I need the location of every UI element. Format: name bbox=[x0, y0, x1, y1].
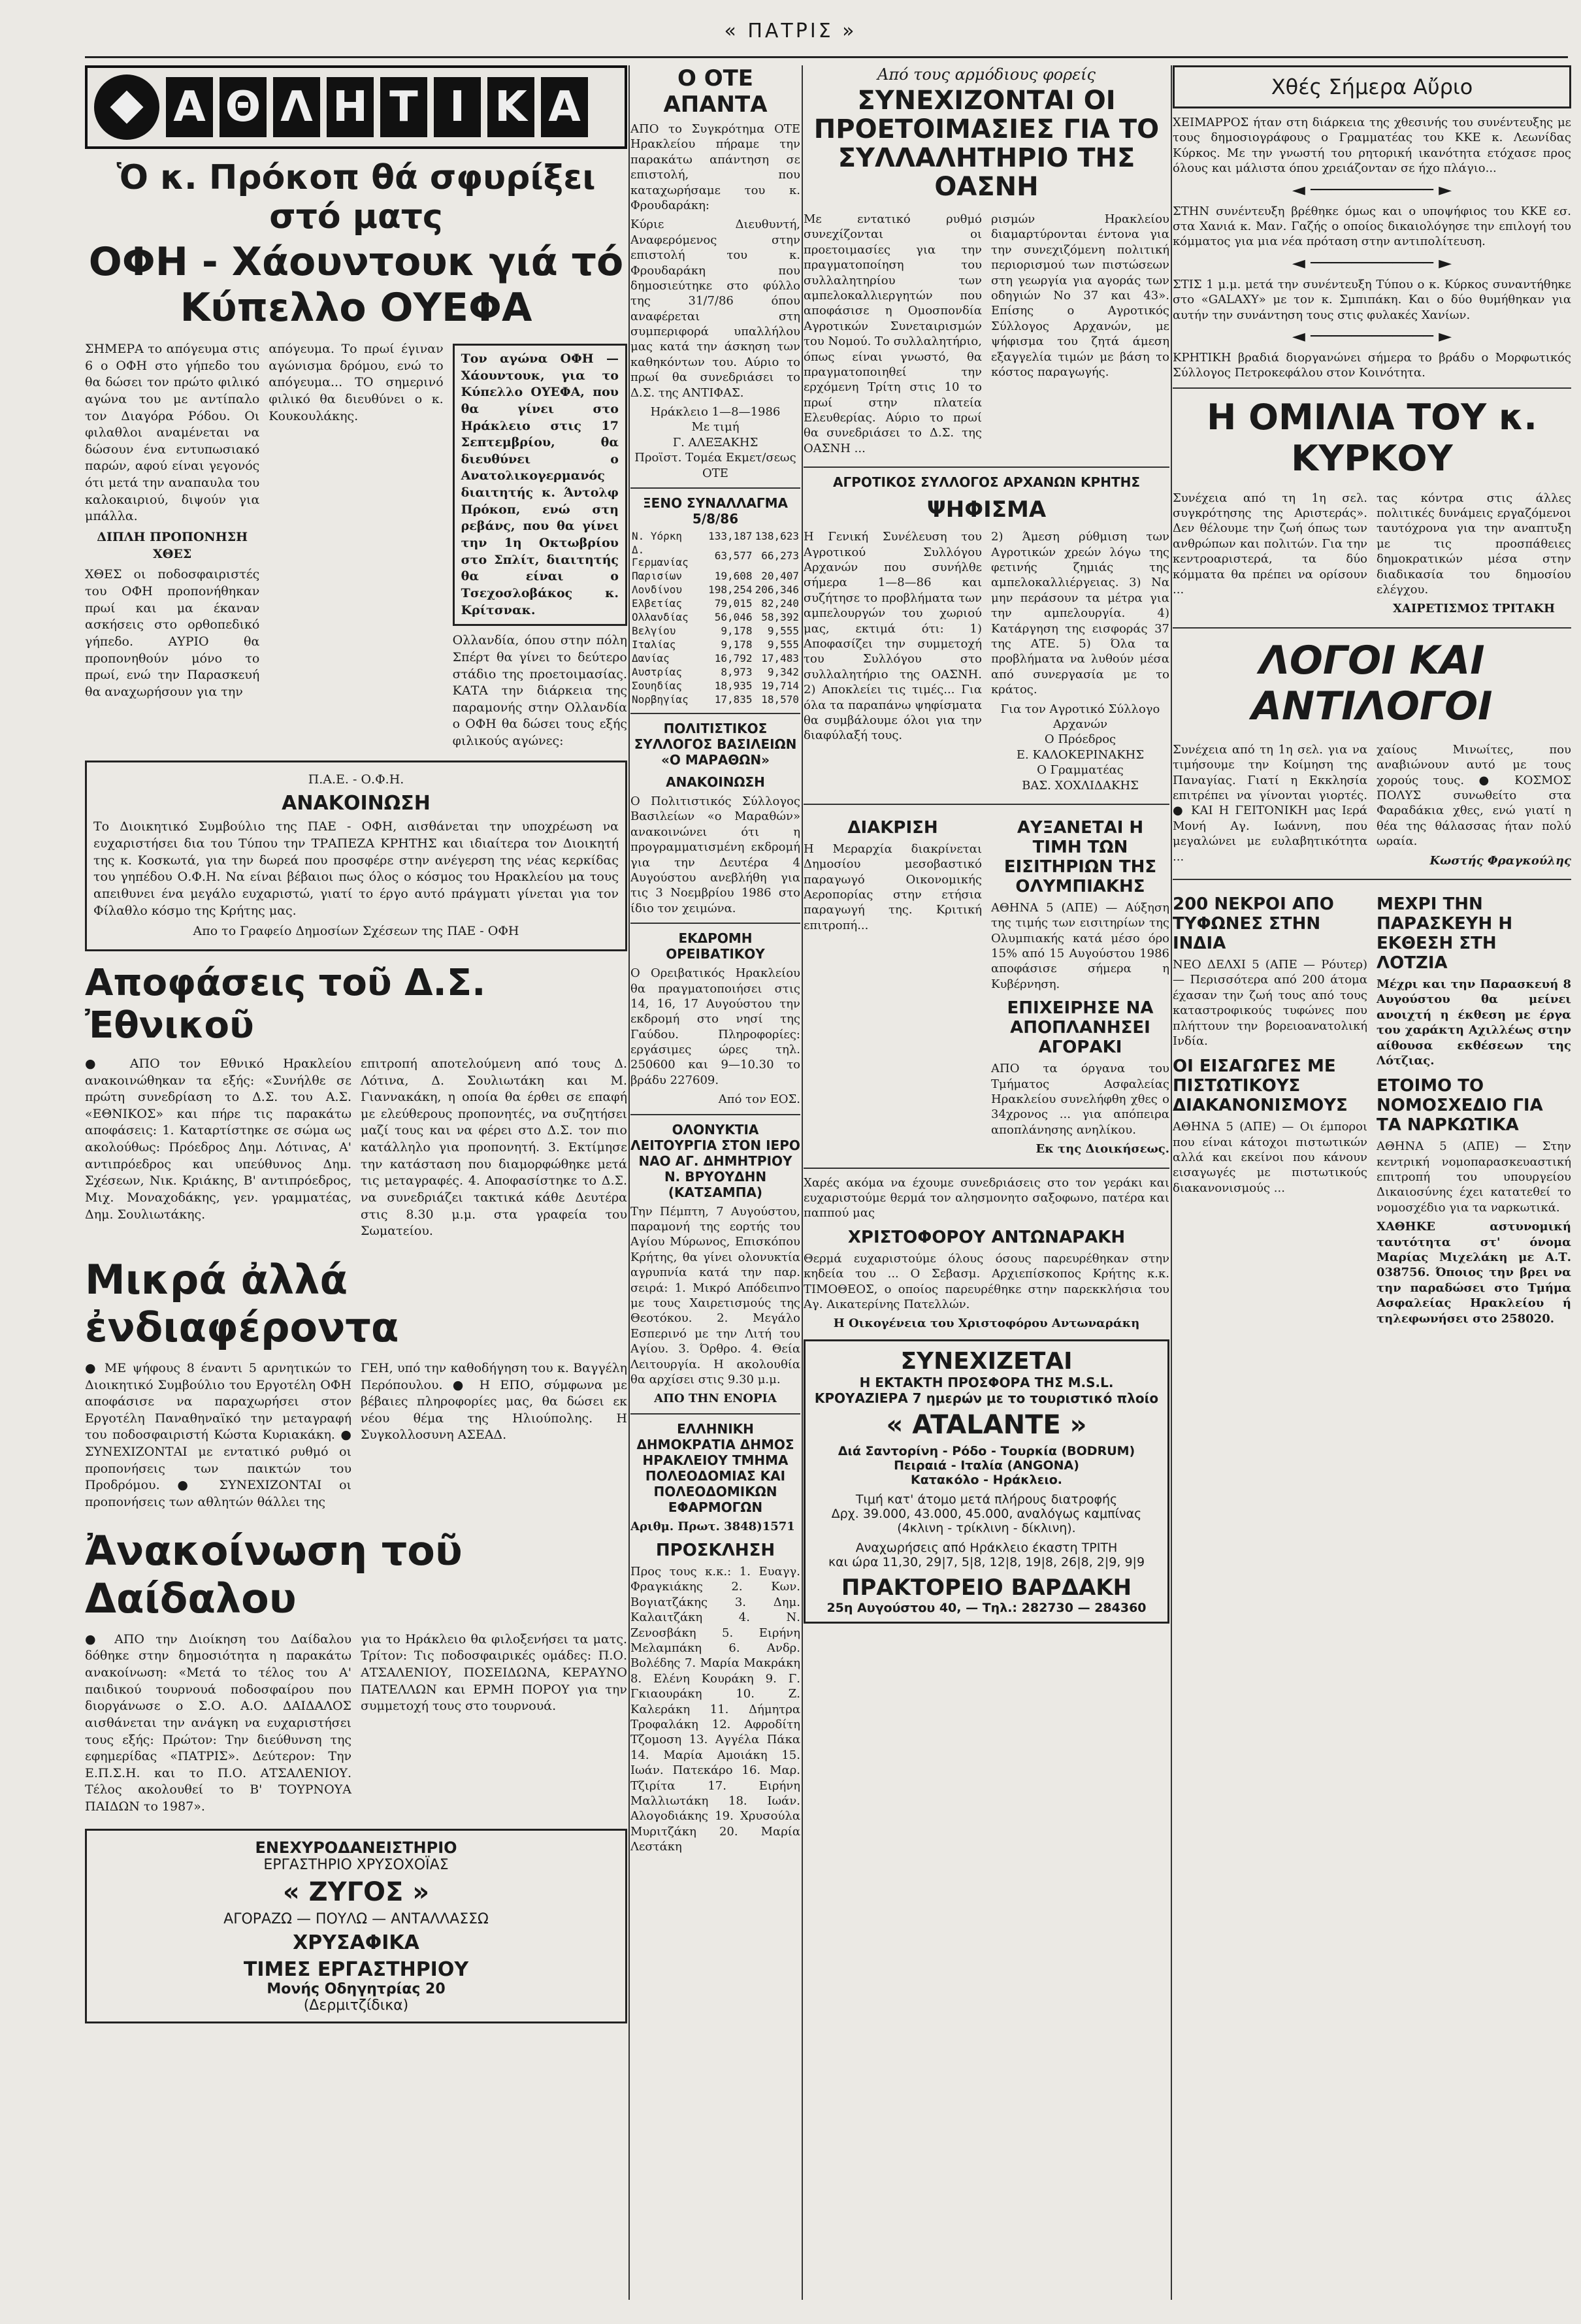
fx-rate: 8,973 bbox=[721, 665, 753, 678]
cruise-heading: ΣΥΝΕΧΙΖΕΤΑΙ bbox=[900, 1347, 1073, 1375]
fx-row bbox=[630, 665, 800, 679]
article-text: Μέχρι και την Παρασκευή 8 Αυγούστου θα μείνει ανοιχτή η έκθεση με έργα του χαράκτη Αχιλλέως στην αίθουσα εκθέσεων της Λότζιας. bbox=[1377, 977, 1571, 1068]
divider bbox=[630, 1114, 800, 1115]
divider bbox=[630, 1413, 800, 1415]
divider bbox=[804, 1168, 1169, 1169]
article-text: Συνέχεια από τη 1η σελ. συγκρότησης της Αριστεράς». Δεν θέλουμε την ζωή όπως των ανθρώπων και πολιτών. Για την κεντροαριστερά, τα δύο κόμματα θα πρέπει να ορίσουν ... bbox=[1173, 491, 1367, 597]
fx-currency: Δανίας bbox=[632, 651, 670, 664]
fx-rate: 9,555 bbox=[767, 638, 799, 651]
omilia-headline: Η ΟΜΙΛΙΑ ΤΟΥ κ. ΚΥΡΚΟΥ bbox=[1207, 396, 1537, 479]
sports-lead-columns bbox=[85, 337, 627, 754]
fx-rate: 19,608 bbox=[714, 569, 753, 582]
banner-letter: Η bbox=[327, 77, 374, 137]
fx-rate: 9,555 bbox=[767, 624, 799, 637]
ad-line: ΧΡΥΣΑΦΙΚΑ bbox=[293, 1931, 419, 1954]
notice-tag: Π.Α.Ε. - Ο.Φ.Η. bbox=[308, 772, 404, 787]
fx-currency: Σουηδίας bbox=[632, 679, 683, 692]
column-divider bbox=[628, 65, 630, 2300]
fx-currency: Παρισίων bbox=[632, 569, 683, 582]
cruise-agent: ΠΡΑΚΤΟΡΕΙΟ ΒΑΡΔΑΚΗ bbox=[841, 1574, 1132, 1601]
fx-rate: 133,187 bbox=[708, 529, 753, 542]
column-divider bbox=[802, 65, 803, 2300]
agores-heading: ΕΠΙΧΕΙΡΗΣΕ ΝΑ ΑΠΟΠΛΑΝΗΣΕΙ ΑΓΟΡΑΚΙ bbox=[1007, 998, 1154, 1058]
cruise-advert bbox=[804, 1339, 1169, 1624]
notice-text: Το Διοικητικό Συμβούλιο της ΠΑΕ - ΟΦΗ, αισθάνεται την υποχρέωση να ευχαριστήσει δια του Τύπου την ΤΡΑΠΕΖΑ ΚΡΗΤΗΣ και ιδιαίτερα τον Διοικητή της κ. Κοσκωτά, για την δωρεά που προσφέρε στην ανέγερση της νέας κερκίδας του γηπέδου Ο.Φ.Η. Να είναι βέβαιοι πως όλος ο κόσμος του Ηρακλείου μα τους απειθυνει ένα μεγάλο ευχαριστώ, γιατί το έργο αυτό πράγματι γίνεται για τον Φίλαθλο κόσμο της Κρήτης μας. bbox=[93, 819, 619, 918]
article-text: Συνέχεια από τη 1η σελ. για να τιμήσουμε την Κοίμηση της Παναγίας. Γιατί η Εκκλησία επιτρέπει να γίνονται γιορτές. ● ΚΑΙ Η ΓΕΙΤΟΝΙΚΗ μας Ιερά Μονή Αγ. Ιωάννη, που μεγαλώνει με ευλαβητικότητα ... bbox=[1173, 742, 1367, 864]
xthes-banner: Χθές Σήμερα Αὔριο bbox=[1173, 65, 1571, 108]
article-text: απόγευμα. Το πρωί έγιναν αγώνισμα δρόμου, ενώ το απόγευμα... ΤΟ σημερινό φιλικό θα διευθύνει ο κ. Κουκουλάκης. bbox=[269, 342, 444, 423]
article-text: Με εντατικό ρυθμό συνεχίζονται οι προετοιμασίες για την πραγματοποίηση του συλλαλητηρίου των αμπελοκαλλιεργητών που αποφάσισε η Ομοσπονδία Αγροτικών Συνεταιρισμών του Νομού. Το συλλαλητήριο, όπως είναι γνωστό, θα πραγματοποιηθεί την ερχόμενη Τρίτη στις 10 το πρωί στην πλατεία Ελευθερίας. Αύριο το πρωί θα συνεδριάσει το Δ.Σ. της ΟΑΣΝΗ ... bbox=[804, 212, 982, 455]
divider bbox=[1173, 387, 1571, 389]
ad-line: ΤΙΜΕΣ ΕΡΓΑΣΤΗΡΙΟΥ bbox=[243, 1957, 469, 1981]
ethnikos-headline: Αποφάσεις τοῦ Δ.Σ. Ἐθνικοῦ bbox=[85, 961, 486, 1047]
article-text: ΣΤΗΝ συνέντευξη βρέθηκε όμως και ο υποψήφιος του ΚΚΕ εσ. στα Χανιά κ. Μαν. Γαζής ο οποίος δικαιολόγησε την επιλογή του κόμματος για μια νέα πρόταση στην αντιπολίτευση. bbox=[1173, 204, 1571, 249]
fx-row bbox=[630, 583, 800, 597]
subheading: ΔΙΠΛΗ ΠΡΟΠΟΝΗΣΗ ΧΘΕΣ bbox=[97, 530, 248, 561]
ad-address: (Δερμιτζίδικα) bbox=[303, 1997, 409, 2014]
banner-letter: Θ bbox=[220, 77, 267, 137]
ad-address: Μονής Οδηγητρίας 20 bbox=[267, 1980, 446, 1997]
ad-line: ΕΡΓΑΣΤΗΡΙΟ ΧΡΥΣΟΧΟΪΑΣ bbox=[263, 1856, 449, 1873]
lead-line: Από τους αρμόδιους φορείς bbox=[877, 65, 1096, 84]
cruise-sub: ΚΡΟΥΑΖΙΕΡΑ 7 ημερών με το τουριστικό πλοίο bbox=[814, 1390, 1159, 1406]
article-text: ΧΕΙΜΑΡΡΟΣ ήταν στη διάρκεια της χθεσινής του συνέντευξης με τους δημοσιογράφους ο Γραμματέας του ΚΚΕ κ. Λεωνίδας Κύρκος. Με την γνωστή του ρητορική ικανότητα ετόχασε προς όλους και μάλιστα όπου χρειάζονταν σε ήχο πλάγιο... bbox=[1173, 116, 1571, 176]
article-text: ΑΠΟ τα όργανα του Τμήματος Ασφαλείας Ηρακλείου συνελήφθη χθες ο 34χρονος ... για απόπειρα αποπλάνησης ανηλίκου. bbox=[991, 1062, 1169, 1137]
cruise-price: Τιμή κατ' άτομο μετά πλήρους διατροφής Δρχ. 39.000, 43.000, 45.000, αναλόγως καμπίνας (4κλινη - τρίκλινη - δίκλινη). bbox=[831, 1492, 1142, 1535]
oasni-headline: ΣΥΝΕΧΙΖΟΝΤΑΙ ΟΙ ΠΡΟΕΤΟΙΜΑΣΙΕΣ ΓΙΑ ΤΟ ΣΥΛΛΑΛΗΤΗΡΙΟ ΤΗΣ ΟΑΣΝΗ bbox=[813, 86, 1160, 202]
invitation-heading: ΠΡΟΣΚΛΗΣΗ bbox=[655, 1541, 775, 1561]
top-rule bbox=[85, 56, 1568, 58]
divider bbox=[804, 804, 1169, 805]
sports-headline-1: Ὁ κ. Πρόκοπ θά σφυρίξει στό ματς bbox=[116, 158, 596, 237]
fx-row bbox=[630, 638, 800, 651]
divider bbox=[804, 466, 1169, 468]
liturgy-heading: ΟΛΟΝΥΚΤΙΑ ΛΕΙΤΟΥΡΓΙΑ ΣΤΟΝ ΙΕΡΟ ΝΑΟ ΑΓ. ΔΗΜΗΤΡΙΟΥ Ν. ΒΡΥΟΥΔΗΝ (ΚΑΤΣΑΜΠΑ) bbox=[630, 1121, 800, 1200]
banner-letter: Α bbox=[541, 77, 588, 137]
divider bbox=[630, 923, 800, 924]
marathon-sub: ΑΝΑΚΟΙΝΩΣΗ bbox=[666, 774, 765, 790]
fx-rate: 198,254 bbox=[708, 583, 753, 596]
fx-row bbox=[630, 543, 800, 569]
signature: Κωστής Φραγκούλης bbox=[1429, 853, 1571, 868]
article-text: ΓΕΗ, υπό την καθοδήγηση του κ. Βαγγέλη Περόπουλου. ● Η ΕΠΟ, σύμφωνα με βέβαιες πληροφορίες μας, θα δώσει εκ νέου θέμα της Ηλιούπολης. Η Συγκολλοσυνη ΑΣΕΑΔ. bbox=[361, 1360, 627, 1443]
ad-line: ΑΓΟΡΑΖΩ — ΠΟΥΛΩ — ΑΝΤΑΛΛΑΣΣΩ bbox=[223, 1910, 489, 1927]
column-4 bbox=[1173, 65, 1571, 1330]
article-text: 2) Άμεση ρύθμιση των Αγροτικών χρεών λόγω της φετινής ζημιάς της αμπελοκαλλιέργειας. 3) Να μην περάσουν τα μέτρα για την αμπελουργία. 4) Κατάργηση της εισφοράς 37 της ΑΤΕ. 5) Όλα τα προβλήματα να λυθούν μέσα από συνεργασία με το κράτος. bbox=[991, 530, 1169, 697]
article-text: Ο Πολιτιστικός Σύλλογος Βασιλείων «ο Μαραθών» ανακοινώνει ότι η προγραμματισμένη εκδρομή για την Δευτέρα 4 Αυγούστου ανεβλήθη για τις 3 Νοεμβρίου 1986 στο ίδιο τον χειμώνα. bbox=[630, 794, 800, 915]
ad-name: « ΖΥΓΟΣ » bbox=[282, 1876, 430, 1907]
article-text: ΣΗΜΕΡΑ το απόγευμα στις 6 ο ΟΦΗ στο γήπεδο του θα δώσει τον πρώτο φιλικό αγώνα του με αντίπαλο τον Διαγόρα Ρόδου. Οι φιλαθλοι αναμένεται να δώσουν ένα εντυπωσιακό παρών, αφού είναι γεγονός ότι μετά την αναπαυλα του καλοκαιριού, διψούν για μπάλλα. bbox=[85, 342, 260, 524]
narkotika-heading: ΕΤΟΙΜΟ ΤΟ ΝΟΜΟΣΧΕΔΙΟ ΓΙΑ ΤΑ ΝΑΡΚΩΤΙΚΑ bbox=[1377, 1076, 1543, 1136]
fx-rate: 9,178 bbox=[721, 638, 753, 651]
fx-row bbox=[630, 597, 800, 610]
signature: ΧΑΙΡΕΤΙΣΜΟΣ ΤΡΙΤΑΚΗ bbox=[1392, 602, 1556, 616]
marathon-heading: ΠΟΛΙΤΙΣΤΙΚΟΣ ΣΥΛΛΟΓΟΣ ΒΑΣΙΛΕΙΩΝ «Ο ΜΑΡΑΘΩΝ» bbox=[634, 720, 797, 768]
fx-currency: Βελγίου bbox=[632, 624, 676, 637]
banner-letter: Τ bbox=[380, 77, 427, 137]
fx-rate: 138,623 bbox=[755, 529, 799, 542]
cruise-departures: Αναχωρήσεις από Ηράκλειο έκαστη ΤΡΙΤΗ και ώρα 11,30, 29|7, 5|8, 12|8, 19|8, 26|8, 2|9, 9|9 bbox=[828, 1540, 1145, 1569]
fx-rate: 20,407 bbox=[761, 569, 799, 582]
ad-line: ΕΝΕΧΥΡΟΔΑΝΕΙΣΤΗΡΙΟ bbox=[255, 1838, 457, 1857]
daidalos-headline: Ἀνακοίνωση τοῦ Δαίδαλου bbox=[85, 1526, 463, 1622]
notice-heading: ΑΝΑΚΟΙΝΩΣΗ bbox=[282, 792, 431, 815]
municipality-heading: ΕΛΛΗΝΙΚΗ ΔΗΜΟΚΡΑΤΙΑ ΔΗΜΟΣ ΗΡΑΚΛΕΙΟΥ ΤΜΗΜΑ ΠΟΛΕΟΔΟΜΙΑΣ ΚΑΙ ΠΟΛΕΟΔΟΜΙΚΩΝ ΕΦΑΡΜΟΓΩΝ bbox=[636, 1420, 794, 1515]
divider bbox=[630, 713, 800, 714]
article-text: ΑΘΗΝΑ 5 (ΑΠΕ) — Αύξηση της τιμής των εισιτηρίων της Ολυμπιακής κατά μέσο όρο 15% από 15 Αυγούστου 1986 αποφάσισε σήμερα η Κυβέρνηση. bbox=[991, 900, 1169, 991]
lost-id-notice: ΧΑΘΗΚΕ αστυνομική ταυτότητα στ' όνομα Μαρίας Μιχελάκη με Α.Τ. 038756. Όποιος την βρει να την παραδώσει στο Τμήμα Ασφαλείας Ηρακλείου ή τηλεφωνήσει στο 258020. bbox=[1377, 1220, 1571, 1326]
fx-rate: 16,792 bbox=[714, 651, 753, 664]
fx-rate: 18,935 bbox=[714, 679, 753, 692]
cruise-route: Διά Σαντορίνη - Ρόδο - Τουρκία (BODRUM) Πειραιά - Ιταλία (ANGONA) Κατακόλο - Ηράκλειο. bbox=[838, 1443, 1135, 1487]
excursion-heading: ΕΚΔΡΟΜΗ ΟΡΕΙΒΑΤΙΚΟΥ bbox=[666, 930, 765, 962]
notice-signature: Απο το Γραφείο Δημοσίων Σχέσεων της ΠΑΕ - ΟΦΗ bbox=[193, 924, 519, 939]
fx-rate: 79,015 bbox=[714, 597, 753, 610]
banner-letter: Ι bbox=[434, 77, 481, 137]
cruise-sub: Η ΕΚΤΑΚΤΗ ΠΡΟΣΦΟΡΑ ΤΗΣ M.S.L. bbox=[859, 1374, 1114, 1390]
tyfones-heading: 200 ΝΕΚΡΟΙ ΑΠΟ ΤΥΦΩΝΕΣ ΣΤΗΝ ΙΝΔΙΑ bbox=[1173, 894, 1334, 953]
article-text: ● ΜΕ ψήφους 8 έναντι 5 αρνητικών το Διοικητικό Συμβούλιο του Εργοτέλη ΟΦΗ αποφάσισε να παραχωρήσει στον Εργοτέλη Παναθηναϊκό την μεταγραφή του ποδοσφαιριστή Κώστα Κυριακάκη. ● ΣΥΝΕΧΙΖΟΝΤΑΙ με εντατικό ρυθμό οι προπονήσεις των παικτών του Προδρόμου. ● ΣΥΝΕΧΙΖΟΝΤΑΙ οι προπονήσεις των αθλητών θάλλει της bbox=[85, 1360, 351, 1510]
thanks-text: Χαρές ακόμα να έχουμε συνεδριάσεις στο τον γεράκι και ευχαριστούμε θερμά τον αλησμονητο σαξοφωνο, πατέρα και παππού μας bbox=[804, 1175, 1169, 1220]
divider bbox=[1173, 879, 1571, 880]
mikra-headline: Μικρά ἀλλά ἐνδιαφέροντα bbox=[85, 1255, 399, 1351]
arrow-divider-icon: ◄ ──────────── ► bbox=[1292, 326, 1452, 346]
banner-letter: Κ bbox=[487, 77, 534, 137]
fx-row bbox=[630, 624, 800, 638]
masthead: « ΠΑΤΡΙΣ » bbox=[724, 20, 857, 42]
article-text: Κύριε Διευθυντή, Αναφερόμενος στην επιστολή του κ. Φρουδαράκη που δημοσιεύτηκε στο φύλλο της 31/7/86 όπου αναφέρεται στη συμπεριφορά υπαλλήλου μας κατά την άσκηση των καθηκόντων του. Αύριο το πρωί θα συνεδριάσει το Δ.Σ. της ΑΝΤΙΦΑΣ. bbox=[630, 218, 800, 400]
olympic-heading: ΑΥΞΑΝΕΤΑΙ Η ΤΙΜΗ ΤΩΝ ΕΙΣΙΤΗΡΙΩΝ ΤΗΣ ΟΛΥΜΠΙΑΚΗΣ bbox=[1003, 817, 1157, 896]
article-text: τας κόντρα στις άλλες πολιτικές δυνάμεις εργαζόμενοι ταυτόχρονα για την αναπτυξη με τις προσπάθειες δημοκρατικών μέσα στην διαδικασία του δημοσίου ελέγχου. bbox=[1377, 491, 1571, 597]
fx-rate: 9,342 bbox=[767, 665, 799, 678]
article-text: ● ΑΠΟ τον Εθνικό Ηρακλείου ανακοινώθηκαν τα εξής: «Συνήλθε σε πρώτη συνεδρίαση το Δ.Σ. του Α.Σ. «ΕΘΝΙΚΟΣ» και πήρε τις παρακάτω αποφάσεις: 1. Καταρτίστηκε σε σώμα ως ακολούθως: Πρόεδρος Δημ. Λότινας, Α' αντιπρόεδρος και υπεύθυνος Δημ. Σχέσεων, Νικ. Κριάκης, Β' αντιπρόεδρος, Μιχ. Μοναχοδάκης, γεν. γραμματέας, Δημ. Σουλιωτάκης. bbox=[85, 1056, 351, 1222]
article-text: ΣΤΙΣ 1 μ.μ. μετά την συνέντευξη Τύπου ο κ. Κύρκος συναντήθηκε στο «GALAXY» με τον κ. Σμπιπάκη. Και ο δύο θυμήθηκαν για αυτήν την συνάντηση τους στις φυλακές Χανίων. bbox=[1173, 277, 1571, 322]
fx-rate: 82,240 bbox=[761, 597, 799, 610]
psifisma-heading: ΨΗΦΙΣΜΑ bbox=[926, 497, 1047, 523]
football-icon bbox=[94, 74, 159, 140]
column-divider bbox=[1171, 65, 1172, 2300]
sports-banner bbox=[85, 65, 627, 149]
article-text: ΑΠΟ το Συγκρότημα ΟΤΕ Ηρακλείου πήραμε την παρακάτω απάντηση σε επιστολή, που καταχωρήσαμε του κ. Φρουδαράκη: bbox=[630, 122, 800, 212]
reference-number: Αριθμ. Πρωτ. 3848)1571 bbox=[630, 1519, 795, 1533]
cruise-address: 25η Αυγούστου 40, — Τηλ.: 282730 — 284360 bbox=[826, 1600, 1147, 1615]
article-text: ΑΘΗΝΑ 5 (ΑΠΕ) — Στην κεντρική νομοπαρασκευαστική επιτροπή του υπουργείου Δικαιοσύνης έχει κατατεθεί το νομοσχέδιο για τα ναρκωτικά. bbox=[1377, 1139, 1571, 1215]
psifisma-tag: ΑΓΡΟΤΙΚΟΣ ΣΥΛΛΟΓΟΣ ΑΡΧΑΝΩΝ ΚΡΗΤΗΣ bbox=[833, 474, 1140, 491]
invitation-list: Προς τους κ.κ.: 1. Ευαγγ. Φραγκιάκης 2. Κων. Βογιατζάκης 3. Δημ. Καλαιτζάκη 4. Ν. Ζενοσβάκη 5. Ειρήνη Μελαμπάκη 6. Ανδρ. Βολέδης 7. Μαρία Μακράκη 8. Ελένη Κουράκη 9. Γ. Γκιαουράκη 10. Ζ. Καλεράκη 11. Δήμητρα Τροφαλάκη 12. Αφροδίτη Τζομοση 13. Αγγέλα Πάκα 14. Μαρία Αμοιάκη 15. Ιωάν. Πατεκάρο 16. Μαρ. Τζιρίτα 17. Ειρήνη Μαλλιωτάκη 18. Ιωάν. Αλογοδιάκης 19. Χρυσούλα Μυριτζάκη 20. Μαρία Λεστάκη bbox=[630, 1565, 800, 1854]
article-text: Η Γενική Συνέλευση του Αγροτικού Συλλόγου Αρχανών που συνήλθε σήμερα 1—8—86 και συζήτησε το προβλήματα των αμπελουργών του χωριού μας, εκτιμά ότι: 1) Αποφασίζει την συμμετοχή του Συλλόγου στο συλλαλητήριο της ΟΑΣΝΗ. 2) Αποκλείει τις τιμές... Για όλα τα παραπάνω ψηφίσματα θα συμβάλουμε όλοι για την διαφύλαξή τους. bbox=[804, 530, 982, 743]
fx-currency: Αυστρίας bbox=[632, 665, 683, 678]
article-text: επιτροπή αποτελούμενη από τους Δ. Λότινα, Δ. Σουλιωτάκη και Μ. Γιαννακάκη, η οποία θα έρθει σε επαφή με ελεύθερους προπονητές, να συζητήσει μαζί τους και να φέρει στο Δ.Σ. τον πιο κατάλληλο για προπονητή. 3. Εκτίμησε την κατάσταση που διαμορφώθηκε μετά τις μεταγραφές. 4. Αποφασίστηκε το Δ.Σ. να συνεδριάζει τακτικά κάθε Δευτέρα στις 8.30 μ.μ. στα γραφεία του Σωματείου. bbox=[361, 1056, 627, 1239]
fx-currency: Νορβηγίας bbox=[632, 693, 689, 706]
fx-title: ΞΕΝΟ ΣΥΝΑΛΛΑΓΜΑ 5/8/86 bbox=[643, 495, 788, 527]
fx-row bbox=[630, 569, 800, 583]
article-text: χαίους Μινωίτες, που αναβιώνουν αυτό με τους χορούς τους. ● ΚΟΣΜΟΣ ΠΟΛΥΣ συνωθείτο στα Φαραδάκια χθες, ενώ γιατί η θέα της θάλασσας ήταν πολύ ωραία. bbox=[1377, 742, 1571, 849]
pae-ofh-notice bbox=[85, 761, 627, 951]
thanks-text: Θερμά ευχαριστούμε όλους όσους παρευρέθηκαν στην κηδεία του ... Ο Σεβασμ. Αρχιεπίσκοπος Κρήτης κ.κ. ΤΙΜΟΘΕΟΣ, ο οποίος παρευρέθηκε στην παρεκκλήσια του Αγ. Αικατερίνης Πατελλών. bbox=[804, 1251, 1169, 1311]
article-text: ● ΑΠΟ την Διοίκηση του Δαίδαλου δόθηκε στην δημοσιότητα η παρακάτω ανακοίνωση: «Μετά το τέλος του Α' παιδικού τουρνουά ποδοσφαίρου που διοργάνωσε ο Σ.Ο. Α.Ο. ΔΑΙΔΑΛΟΣ αισθάνεται την ανάγκη να ευχαριστήσει τους εξής: Πρώτον: Την διεύθυνση της εφημερίδας «ΠΑΤΡΙΣ». Δεύτερον: Την Ε.Π.Σ.Η. και το Π.Ο. ΑΤΣΑΛΕΝΙΟΥ. Τέλος ακολουθεί το Β' ΤΟΥΡΝΟΥΑ ΠΑΙΔΩΝ το 1987». bbox=[85, 1631, 351, 1814]
fx-row bbox=[630, 693, 800, 706]
fx-table bbox=[630, 529, 800, 706]
sports-section bbox=[85, 65, 627, 2033]
banner-letter: Α bbox=[166, 77, 213, 137]
column-2 bbox=[630, 65, 800, 1859]
lotzia-heading: ΜΕΧΡΙ ΤΗΝ ΠΑΡΑΣΚΕΥΗ Η ΕΚΘΕΣΗ ΣΤΗ ΛΟΤΖΙΑ bbox=[1377, 894, 1513, 973]
banner-letter: Λ bbox=[273, 77, 320, 137]
fx-rate: 18,570 bbox=[761, 693, 799, 706]
article-text: Ολλανδία, όπου στην πόλη Σπέρτ θα γίνει το δεύτερο στάδιο της προετοιμασίας. ΚΑΤΑ την διάρκεια της παραμονής στην Ολλανδία ο ΟΦΗ θα δώσει τους εξής φιλικούς αγώνες: bbox=[452, 633, 627, 749]
ote-title: Ο ΟΤΕ ΑΠΑΝΤΑ bbox=[663, 65, 768, 118]
fx-row bbox=[630, 610, 800, 624]
divider bbox=[1173, 627, 1571, 629]
logoi-headline: ΛΟΓΟΙ ΚΑΙ ΑΝΤΙΛΟΓΟΙ bbox=[1251, 637, 1493, 729]
signature: Από τον ΕΟΣ. bbox=[718, 1092, 800, 1107]
fx-rate: 17,835 bbox=[714, 693, 753, 706]
fx-rate: 19,714 bbox=[761, 679, 799, 692]
fx-currency: Ν. Υόρκη bbox=[632, 529, 683, 542]
fx-row bbox=[630, 529, 800, 543]
sports-headline-2: ΟΦΗ - Χάουντουκ γιά τό Κύπελλο ΟΥΕΦΑ bbox=[88, 239, 624, 331]
fx-currency: Λονδίνου bbox=[632, 583, 683, 596]
article-text: για το Ηράκλειο θα φιλοξενήσει τα ματς. Τρίτον: Τις ποδοσφαιρικές ομάδες: Π.Ο. ΑΤΣΑΛΕΝΙΟΥ, ΠΟΣΕΙΔΩΝΑ, ΚΕΡΑΥΝΟ ΠΑΤΕΛΛΩΝ και ΕΡΜΗ ΠΟΡΟΥ για την συμμετοχή τους στο τουρνουά. bbox=[361, 1631, 627, 1714]
fx-rate: 17,483 bbox=[761, 651, 799, 664]
article-text: Την Πέμπτη, 7 Αυγούστου, παραμονή της εορτής του Αγίου Μύρωνος, Επισκόπου Κρήτης, θα γίνει ολονυκτία αγρυπνία κατά την παρ. σειρά: 1. Μικρό Απόδειπνο με τους Χαιρετισμούς της Θεοτόκου. 2. Μεγάλο Εσπερινό με την Λιτή του Αγίου. 3. Όρθρο. 4. Θεία Λειτουργία. Η ακολουθία θα αρχίσει στις 9.30 μ.μ. bbox=[630, 1204, 800, 1386]
signature: ΑΠΟ ΤΗΝ ΕΝΟΡΙΑ bbox=[654, 1392, 777, 1406]
fx-row bbox=[630, 651, 800, 665]
arrow-divider-icon: ◄ ──────────── ► bbox=[1292, 180, 1452, 200]
ote-signature: Ηράκλειο 1—8—1986 Με τιμή Γ. ΑΛΕΞΑΚΗΣ Προϊστ. Τομέα Εκμετ/σεως ΟΤΕ bbox=[634, 405, 796, 480]
cruise-ship: « ATALANTE » bbox=[886, 1409, 1087, 1440]
article-text: Η Μεραρχία διακρίνεται Δημοσίου μεσοβαστικό παραγωγό Οικονομικής Αεροπορίας στην ετήσια παραγωγή της. Κριτική επιτροπή... bbox=[804, 842, 982, 932]
fx-rate: 63,577 bbox=[714, 549, 753, 563]
fx-rate: 9,178 bbox=[721, 624, 753, 637]
fx-rate: 56,046 bbox=[714, 610, 753, 623]
diakrisi-heading: ΔΙΑΚΡΙΣΗ bbox=[847, 817, 938, 838]
psifisma-signature: Για τον Αγροτικό Σύλλογο Αρχανών Ο Πρόεδρος Ε. ΚΑΛΟΚΕΡΙΝΑΚΗΣ Ο Γραμματέας ΒΑΣ. ΧΟΧΛΙΔΑΚΗΣ bbox=[1000, 702, 1160, 793]
article-text: ΧΘΕΣ οι ποδοσφαιριστές του ΟΦΗ προπονήθηκαν πρωί και μα έκαναν ασκήσεις στο ορθοπεδικό γήπεδο. ΑΥΡΙΟ θα προπονηθούν μόνο το πρωί, ενώ την Παρασκευή θα αναχωρήσουν για την bbox=[85, 567, 260, 699]
fx-row bbox=[630, 679, 800, 693]
eisagoges-heading: ΟΙ ΕΙΣΑΓΩΓΕΣ ΜΕ ΠΙΣΤΩΤΙΚΟΥΣ ΔΙΑΚΑΝΟΝΙΣΜΟΥΣ bbox=[1173, 1056, 1348, 1116]
fx-rate: 58,392 bbox=[761, 610, 799, 623]
referee-box: Τον αγώνα ΟΦΗ — Χάουντουκ, για το Κύπελλο ΟΥΕΦΑ, που θα γίνει στο Ηράκλειο στις 17 Σεπτεμβρίου, θα διευθύνει ο Ανατολικογερμανός διαιτητής κ. Άντολφ Πρόκοπ, ενώ στη ρεβάνς, που θα γίνει την 1η Οκτωβρίου στο Σπλίτ, διαιτητής θα είναι ο Τσεχοσλοβάκος κ. Κρίτσνακ. bbox=[453, 344, 627, 626]
article-text: ΚΡΗΤΙΚΗ βραδιά διοργανώνει σήμερα το βράδυ ο Μορφωτικός Σύλλογος Πετροκεφάλου στον Κοινότητα. bbox=[1173, 350, 1571, 380]
article-text: ΑΘΗΝΑ 5 (ΑΠΕ) — Οι έμποροι που είναι κάτοχοι πιστωτικών αλλά και εκείνοι που κάνουν εισαγωγές με πιστωτικούς διακανονισμούς ... bbox=[1173, 1120, 1367, 1195]
fx-currency: Ιταλίας bbox=[632, 638, 676, 651]
thanks-name: ΧΡΙΣΤΟΦΟΡΟΥ ΑΝΤΩΝΑΡΑΚΗ bbox=[847, 1227, 1126, 1247]
arrow-divider-icon: ◄ ──────────── ► bbox=[1292, 253, 1452, 273]
fx-currency: Δ. Γερμανίας bbox=[632, 543, 689, 568]
fx-rate: 66,273 bbox=[761, 549, 799, 563]
article-text: Ο Ορειβατικός Ηρακλείου θα πραγματοποιήσει στις 14, 16, 17 Αυγούστου την εκδρομή στο νησί της Γαύδου. Πληροφορίες: εργάσιμες ώρες τηλ. 250600 και 9—10.30 το βράδυ 227609. bbox=[630, 966, 800, 1087]
fx-rate: 206,346 bbox=[755, 583, 799, 596]
fx-currency: Ελβετίας bbox=[632, 597, 683, 610]
article-text: ρισμών Ηρακλείου διαμαρτύρονται έντονα για την συνεχιζόμενη πολιτική περιορισμού των πιστώσεων στη γεωργία για αγοράς των οδηγιών Νο 37 και 43». Επίσης ο Αγροτικός Σύλλογος Αρχανών, με ψήφισμα του ζητά άμεση εξαγγελία τιμών με βάση το κόστος παραγωγής. bbox=[991, 212, 1169, 379]
signature: Εκ της Διοικήσεως. bbox=[1035, 1142, 1169, 1156]
column-3 bbox=[804, 65, 1169, 1624]
fx-currency: Ολλανδίας bbox=[632, 610, 689, 623]
divider bbox=[630, 487, 800, 489]
article-text: ΝΕΟ ΔΕΛΧΙ 5 (ΑΠΕ — Ρόυτερ) — Περισσότερα από 200 άτομα έχασαν την ζωή τους από τους καταστροφικούς τυφώνες που πλήττουν την βορειοανατολική Ινδία. bbox=[1173, 957, 1367, 1048]
thanks-signature: Η Οικογένεια του Χριστοφόρου Αντωναράκη bbox=[833, 1317, 1140, 1331]
zygos-advert bbox=[85, 1829, 627, 2023]
